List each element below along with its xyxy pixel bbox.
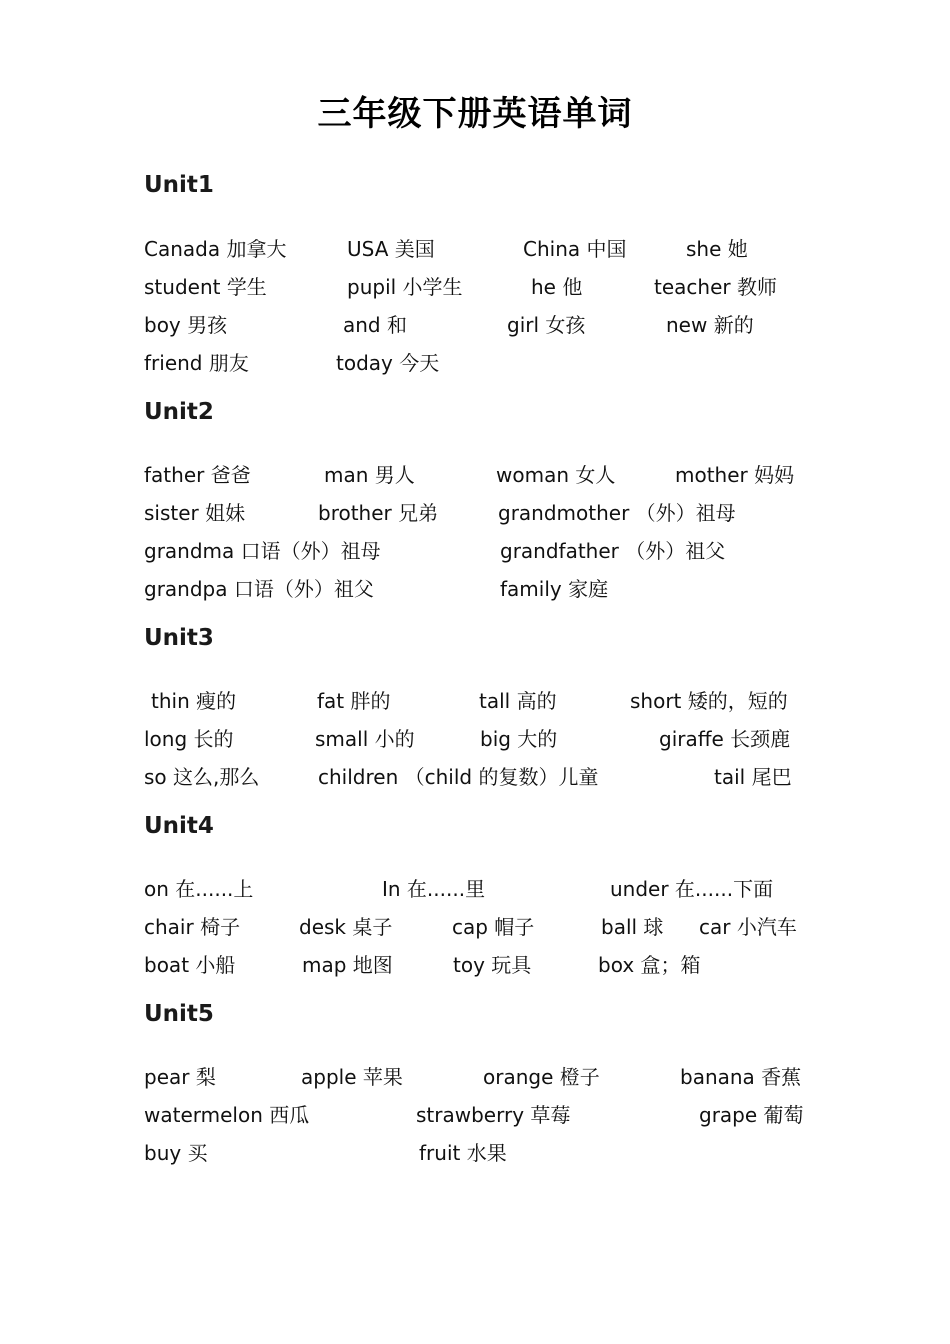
vocab-word: on 在......上 [144, 877, 254, 901]
vocab-word: man 男人 [324, 463, 415, 487]
vocab-word: friend 朋友 [144, 351, 249, 375]
page-title: 三年级下册英语单词 [317, 94, 633, 134]
vocab-word: thin 瘦的 [151, 689, 237, 713]
vocab-word: boat 小船 [144, 953, 236, 977]
vocab-word: girl 女孩 [507, 313, 586, 337]
vocab-word: grandpa 口语（外）祖父 [144, 577, 374, 601]
vocab-word: long 长的 [144, 727, 234, 751]
vocab-word: teacher 教师 [654, 275, 777, 299]
vocab-word: map 地图 [302, 953, 393, 977]
vocab-word: brother 兄弟 [318, 501, 439, 525]
vocab-word: short 矮的，短的 [630, 689, 788, 713]
vocab-word: woman 女人 [496, 463, 616, 487]
vocab-word: children （child 的复数）儿童 [318, 765, 599, 789]
vocab-word: father 爸爸 [144, 463, 251, 487]
unit-heading: Unit2 [144, 399, 214, 425]
vocab-word: so 这么,那么 [144, 765, 260, 789]
vocab-word: family 家庭 [500, 577, 609, 601]
vocab-word: Canada 加拿大 [144, 237, 287, 261]
vocab-word: pear 梨 [144, 1065, 216, 1089]
vocab-word: and 和 [343, 313, 407, 337]
vocab-word: In 在......里 [382, 877, 486, 901]
unit-heading: Unit1 [144, 172, 214, 198]
vocab-word: grandma 口语（外）祖母 [144, 539, 381, 563]
vocab-word: chair 椅子 [144, 915, 241, 939]
vocab-word: he 他 [531, 275, 583, 299]
vocab-word: box 盒；箱 [598, 953, 701, 977]
unit-heading: Unit5 [144, 1001, 214, 1027]
vocab-word: ball 球 [601, 915, 664, 939]
vocab-word: new 新的 [666, 313, 754, 337]
vocab-word: USA 美国 [347, 237, 435, 261]
vocab-word: car 小汽车 [699, 915, 797, 939]
vocab-word: orange 橙子 [483, 1065, 600, 1089]
vocab-word: desk 桌子 [299, 915, 393, 939]
vocab-word: she 她 [686, 237, 748, 261]
vocab-word: buy 买 [144, 1141, 208, 1165]
vocab-word: grandmother （外）祖母 [498, 501, 736, 525]
vocab-word: grandfather （外）祖父 [500, 539, 726, 563]
vocab-word: small 小的 [315, 727, 415, 751]
vocab-word: strawberry 草莓 [416, 1103, 571, 1127]
vocab-word: big 大的 [480, 727, 558, 751]
vocab-word: pupil 小学生 [347, 275, 463, 299]
vocab-word: tail 尾巴 [714, 765, 792, 789]
vocab-word: boy 男孩 [144, 313, 228, 337]
vocab-word: cap 帽子 [452, 915, 535, 939]
vocab-word: today 今天 [336, 351, 440, 375]
unit-heading: Unit4 [144, 813, 214, 839]
vocab-word: fat 胖的 [317, 689, 391, 713]
vocab-word: sister 姐妹 [144, 501, 246, 525]
vocab-word: student 学生 [144, 275, 267, 299]
vocab-word: banana 香蕉 [680, 1065, 802, 1089]
vocab-word: apple 苹果 [301, 1065, 403, 1089]
vocab-word: under 在......下面 [610, 877, 774, 901]
vocab-word: toy 玩具 [453, 953, 532, 977]
vocab-word: grape 葡萄 [699, 1103, 804, 1127]
vocab-word: China 中国 [523, 237, 627, 261]
unit-heading: Unit3 [144, 625, 214, 651]
vocab-word: watermelon 西瓜 [144, 1103, 310, 1127]
vocab-word: mother 妈妈 [675, 463, 795, 487]
vocab-word: fruit 水果 [419, 1141, 507, 1165]
vocab-word: tall 高的 [479, 689, 557, 713]
vocab-word: giraffe 长颈鹿 [659, 727, 791, 751]
